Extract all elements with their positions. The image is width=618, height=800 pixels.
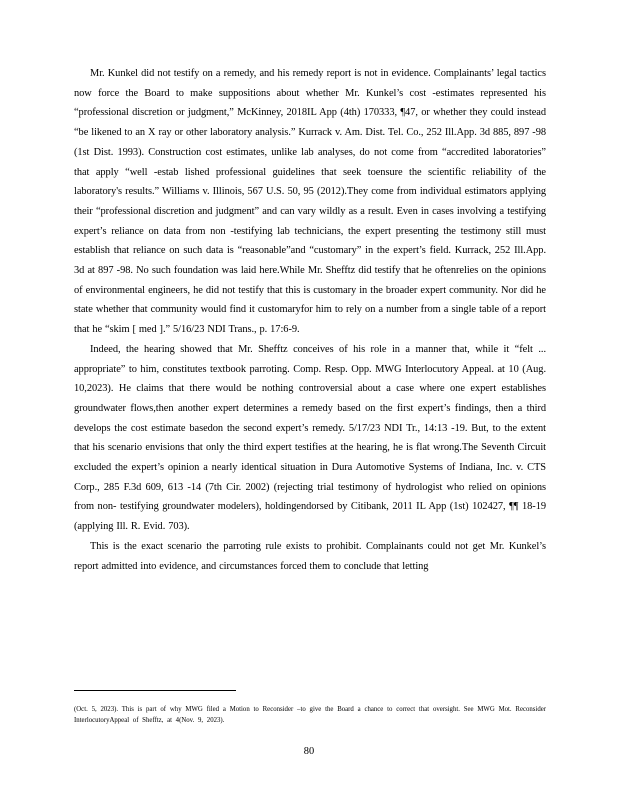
- paragraph-3: This is the exact scenario the parroting rule exists to prohibit. Complainants could not get Mr. Kunkel’s report admitted into evidence, and circumstances forced them to conclude that letting: [74, 540, 546, 572]
- paragraph-1: Mr. Kunkel did not testify on a remedy, and his remedy report is not in evidence. Complainants’ legal tactics now force the Board to make suppositions about whether Mr. Kunkel’s cost -estimates represented his “professional discretion or judgment,” McKinney, 2018IL App (4th) 170333, ¶47, or whether they could instead “be likened to an X ray or other laboratory analysis.” Kurrack v. Am. Dist. Tel. Co., 252 Ill.App. 3d 885, 897 -98 (1st Dist. 1993). Construction cost estimates, unlike lab analyses, do not come from “accredited laboratories” that apply “well -estab lished professional guidelines that seek toensure the scientific reliability of the laboratory's results.” Williams v. Illinois, 567 U.S. 50, 95 (2012).They come from individual estimators applying their “professional discretion and judgment” and can vary wildly as a result. Even in cases involving a testifying expert’s reliance on data from non -testifying lab technicians, the expert presenting the testimony still must establish that reliance on such data is “reasonable”and “customary” in the expert’s field. Kurrack, 252 Ill.App. 3d at 897 -98. No such foundation was laid here.While Mr. Shefftz did testify that he oftenrelies on the opinions of environmental engineers, he did not testify that this is customary in the broader expert community. Nor did he state whether that community would find it customaryfor him to rely on a number from a single table of a report that he “skim [ med ].” 5/16/23 NDI Trans., p. 17:6-9.: [74, 68, 546, 336]
- page-number: 80: [303, 746, 315, 757]
- paragraph-2: Indeed, the hearing showed that Mr. Shefftz conceives of his role in a manner that, while it “felt ... appropriate” to him, constitutes textbook parroting. Comp. Resp. Opp. MWG Interlocutory Appeal. at 10 (Aug. 10,2023). He claims that there would be nothing controversial about a case where one expert establishes groundwater flows,then another expert determines a remedy based on the first expert’s findings, then a third develops the cost estimate basedon the second expert’s remedy. 5/17/23 NDI Tr., 14:13 -19. But, to the extent that his scenario envisions that only the third expert testifies at the hearing, he is flat wrong.The Seventh Circuit excluded the expert’s opinion a nearly identical situation in Dura Automotive Systems of Indiana, Inc. v. CTS Corp., 285 F.3d 609, 613 -14 (7th Cir. 2002) (rejecting trial testimony of hydrologist who relied on opinions from non- testifying groundwater modelers), holdingendorsed by Citibank, 2011 IL App (1st) 102427, ¶¶ 18-19 (applying Ill. R. Evid. 703).: [74, 343, 546, 533]
- footnote: (Oct. 5, 2023). This is part of why MWG filed a Motion to Reconsider –to give the Board a chance to correct that oversight. See MWG Mot. Reconsider InterlocutoryAppeal of Shefftz, at 4(Nov. 9, 2023).: [74, 706, 546, 724]
- footnote-divider: [74, 690, 236, 691]
- body-text: [74, 64, 546, 576]
